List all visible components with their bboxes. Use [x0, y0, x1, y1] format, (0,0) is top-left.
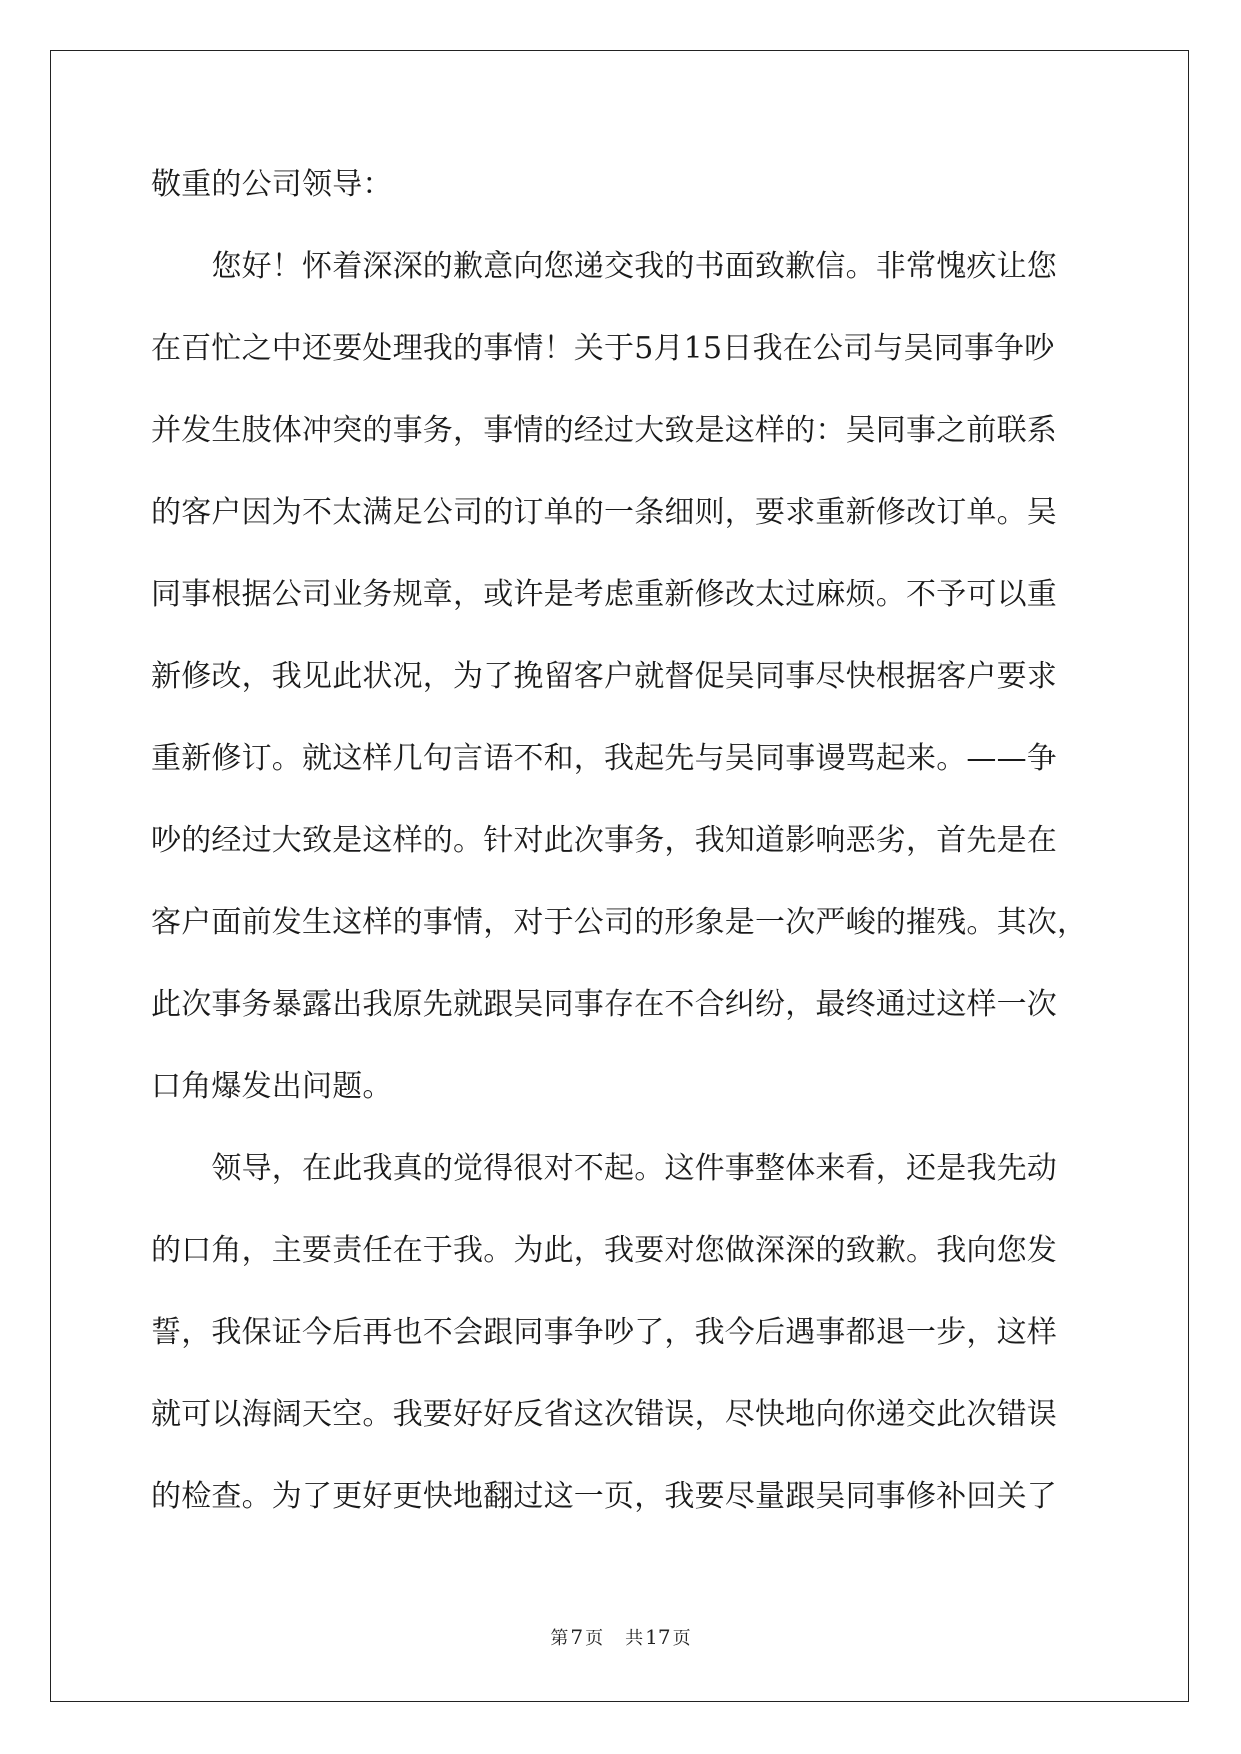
- paragraph-line: 的客户因为不太满足公司的订单的一条细则，要求重新修改订单。吴: [151, 495, 1057, 530]
- page-suffix: 页: [585, 1628, 604, 1649]
- paragraph-line: 客户面前发生这样的事情，对于公司的形象是一次严峻的摧残。其次，: [151, 905, 1088, 940]
- paragraph-line: 就可以海阔天空。我要好好反省这次错误，尽快地向你递交此次错误: [151, 1397, 1057, 1432]
- total-pages: 17: [645, 1625, 671, 1649]
- total-suffix: 页: [672, 1628, 691, 1649]
- salutation: 敬重的公司领导：: [151, 167, 393, 202]
- page-number: 7: [570, 1625, 584, 1649]
- total-prefix: 共: [625, 1628, 644, 1649]
- paragraph-line: 在百忙之中还要处理我的事情！关于5月15日我在公司与吴同事争吵: [151, 331, 1055, 366]
- paragraph-line: 新修改，我见此状况，为了挽留客户就督促吴同事尽快根据客户要求: [151, 659, 1057, 694]
- paragraph-line: 领导，在此我真的觉得很对不起。这件事整体来看，还是我先动: [151, 1151, 1057, 1186]
- paragraph-line: 您好！怀着深深的歉意向您递交我的书面致歉信。非常愧疚让您: [151, 249, 1057, 284]
- paragraph-line: 誓，我保证今后再也不会跟同事争吵了，我今后遇事都退一步，这样: [151, 1315, 1057, 1350]
- letter-body: [151, 160, 1091, 1554]
- page-prefix: 第: [550, 1628, 569, 1649]
- paragraph-line: 的口角，主要责任在于我。为此，我要对您做深深的致歉。我向您发: [151, 1233, 1057, 1268]
- paragraph-line: 同事根据公司业务规章，或许是考虑重新修改太过麻烦。不予可以重: [151, 577, 1057, 612]
- paragraph-line: 重新修订。就这样几句言语不和，我起先与吴同事谩骂起来。——争: [151, 741, 1057, 776]
- paragraph-line: 口角爆发出问题。: [151, 1069, 393, 1104]
- page-footer: [0, 1624, 1241, 1650]
- paragraph-line: 并发生肢体冲突的事务，事情的经过大致是这样的：吴同事之前联系: [151, 413, 1057, 448]
- paragraph-line: 的检查。为了更好更快地翻过这一页，我要尽量跟吴同事修补回关了: [151, 1479, 1057, 1514]
- paragraph-line: 吵的经过大致是这样的。针对此次事务，我知道影响恶劣，首先是在: [151, 823, 1057, 858]
- paragraph-line: 此次事务暴露出我原先就跟吴同事存在不合纠纷，最终通过这样一次: [151, 987, 1057, 1022]
